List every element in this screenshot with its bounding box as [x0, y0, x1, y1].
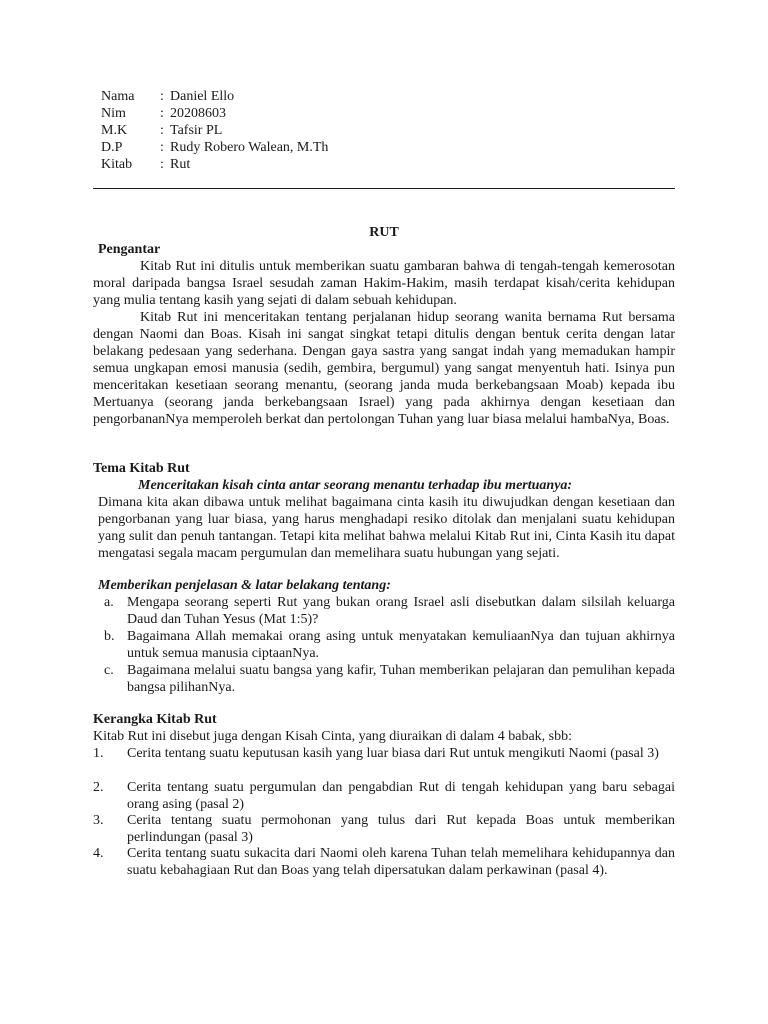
list-item-text: Bagaimana Allah memakai orang asing untuk menyatakan kemuliaanNya dan tujuan akhirnya untuk semua manusia ciptaanNya. [127, 629, 675, 661]
list-item-text: Cerita tentang suatu keputusan kasih yang luar biasa dari Rut untuk mengikuti Naomi (pasal 3) [127, 746, 659, 761]
header-colon: : [160, 157, 164, 172]
header-label: D.P [101, 140, 123, 155]
list-marker: a. [104, 595, 114, 610]
pengantar-paragraph-1: Kitab Rut ini ditulis untuk memberikan suatu gambaran bahwa di tengah-tengah kemerosotan moral daripada bangsa Israel sesudah zaman Hakim-Hakim, masih terdapat kisah/cerita kehidupan yang mulia tentang kasih yang sejati di dalam sebuah kehidupan. [93, 259, 675, 308]
list-item [93, 812, 675, 846]
header-row-nama [101, 88, 401, 105]
header-value: Tafsir PL [170, 123, 223, 138]
header-row-nim [101, 105, 401, 122]
header-colon: : [160, 89, 164, 104]
tema-heading: Tema Kitab Rut [93, 461, 190, 476]
tema-paragraph: Dimana kita akan dibawa untuk melihat bagaimana cinta kasih itu diwujudkan dengan kesetiaan dan pengorbanan yang luar biasa, yang harus menghadapi resiko ditolak dan menjalani suatu kehidupan yang sulit dan penuh tantangan. Tetapi kita melihat bahwa melalui Kitab Rut ini, Cinta Kasih itu dapat mengatasi segala macam pergumulan dan memelihara suatu hubungan yang sejati. [98, 495, 675, 561]
list-item-text: Cerita tentang suatu sukacita dari Naomi oleh karena Tuhan telah memelihara kehidupannya dan suatu kebahagiaan Rut dan Boas yang telah dipersatukan dalam perkawinan (pasal 4). [127, 846, 675, 878]
list-marker: c. [104, 663, 114, 678]
header-value: Daniel Ello [170, 89, 235, 104]
header-label: M.K [101, 123, 128, 138]
header-label: Nim [101, 106, 126, 121]
list-item-text: Bagaimana melalui suatu bangsa yang kafir, Tuhan memberikan pelajaran dan pemulihan kepada bangsa pilihanNya. [127, 663, 675, 695]
header-value: 20208603 [170, 106, 226, 121]
list-marker: 3. [93, 813, 104, 828]
tema-subheading-1: Menceritakan kisah cinta antar seorang menantu terhadap ibu mertuanya: [138, 478, 573, 493]
tema-subheading-2: Memberikan penjelasan & latar belakang tentang: [98, 578, 391, 593]
header-colon: : [160, 106, 164, 121]
header-value: Rudy Robero Walean, M.Th [170, 140, 329, 155]
header-label: Kitab [101, 157, 133, 172]
list-item [104, 628, 675, 662]
header-value: Rut [170, 157, 191, 172]
list-marker: 2. [93, 780, 104, 795]
pengantar-heading: Pengantar [98, 242, 161, 257]
document-title: RUT [369, 225, 399, 240]
list-marker: b. [104, 629, 115, 644]
list-item [93, 779, 675, 813]
list-item-text: Cerita tentang suatu pergumulan dan pengabdian Rut di tengah kehidupan yang baru sebagai orang asing (pasal 2) [127, 780, 675, 812]
pengantar-paragraph-2: Kitab Rut ini menceritakan tentang perjalanan hidup seorang wanita bernama Rut bersama dengan Naomi dan Boas. Kisah ini sangat singkat tetapi ditulis dengan bentuk cerita dengan latar belakang pedesaan yang sederhana. Dengan gaya sastra yang sangat indah yang memadukan hampir semua ungkapan emosi manusia (sedih, gembira, bergumul) yang sangat menyentuh hati. Isinya pun menceritakan kesetiaan seorang menantu, (seorang janda muda berkebangsaan Moab) kepada ibu Mertuanya (seorang janda berkebangsaan Israel) yang pada akhirnya dengan kesetiaan dan pengorbananNya memperoleh berkat dan pertolongan Tuhan yang luar biasa melalui hambaNya, Boas. [93, 310, 675, 427]
header-row-dp [101, 139, 401, 156]
header-label: Nama [101, 89, 135, 104]
list-item [93, 745, 675, 779]
list-marker: 1. [93, 746, 104, 761]
list-item [93, 845, 675, 896]
header-colon: : [160, 140, 164, 155]
header-row-kitab [101, 156, 401, 173]
list-item-text: Mengapa seorang seperti Rut yang bukan orang Israel asli disebutkan dalam silsilah keluarga Daud dan Tuhan Yesus (Mat 1:5)? [127, 595, 675, 627]
header-colon: : [160, 123, 164, 138]
kerangka-heading: Kerangka Kitab Rut [93, 712, 217, 727]
kerangka-intro: Kitab Rut ini disebut juga dengan Kisah Cinta, yang diuraikan di dalam 4 babak, sbb: [93, 729, 573, 744]
list-item [104, 594, 675, 628]
list-item-text: Cerita tentang suatu permohonan yang tulus dari Rut kepada Boas untuk memberikan perlindungan (pasal 3) [127, 813, 675, 845]
list-marker: 4. [93, 846, 104, 861]
header-divider [93, 188, 675, 189]
list-item [104, 662, 675, 696]
header-row-mk [101, 122, 401, 139]
